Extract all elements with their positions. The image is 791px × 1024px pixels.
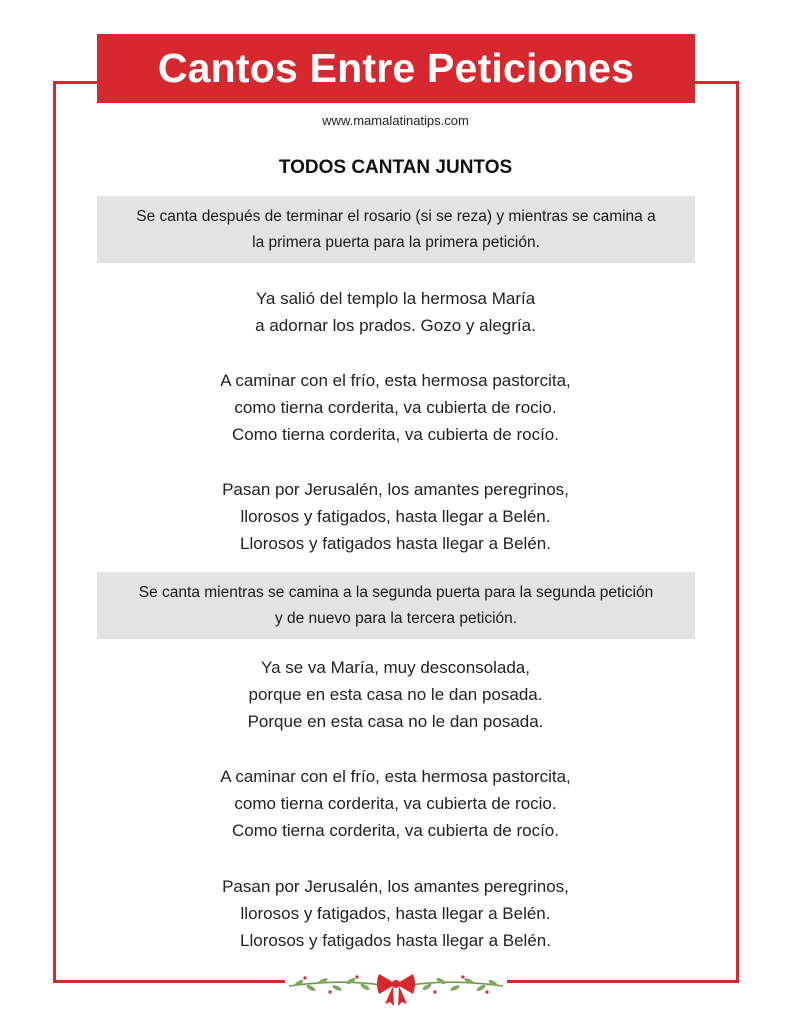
lyric-line: A caminar con el frío, esta hermosa pastorcita,: [220, 767, 571, 786]
lyric-line: Pasan por Jerusalén, los amantes peregrinos,: [222, 877, 569, 896]
note-line: Se canta mientras se camina a la segunda puerta para la segunda petición: [138, 583, 654, 601]
note-line: y de nuevo para la tercera petición.: [274, 609, 518, 627]
lyric-line: a adornar los prados. Gozo y alegría.: [255, 316, 536, 335]
page-title: Cantos Entre Peticiones: [157, 45, 635, 91]
instruction-note-2: [97, 572, 695, 639]
lyric-line: como tierna corderita, va cubierta de rocio.: [234, 794, 557, 813]
section-heading: TODOS CANTAN JUNTOS: [278, 157, 513, 178]
stanza-3: [0, 476, 791, 557]
lyric-line: Ya se va María, muy desconsolada,: [261, 658, 530, 677]
instruction-note-1: [97, 196, 695, 263]
lyric-line: porque en esta casa no le dan posada.: [248, 685, 543, 704]
lyric-line: llorosos y fatigados, hasta llegar a Belén.: [240, 904, 551, 923]
lyric-line: Llorosos y fatigados hasta llegar a Belén.: [240, 534, 551, 553]
lyric-line: Llorosos y fatigados hasta llegar a Belén.: [240, 931, 551, 950]
lyric-line: Como tierna corderita, va cubierta de rocío.: [232, 821, 559, 840]
stanza-2: [0, 367, 791, 448]
garland-with-red-bow-icon: [285, 962, 507, 1008]
note-line: la primera puerta para la primera petición.: [252, 233, 540, 251]
lyric-line: Como tierna corderita, va cubierta de rocío.: [232, 425, 559, 444]
lyric-line: Ya salió del templo la hermosa María: [255, 289, 536, 308]
lyric-line: llorosos y fatigados, hasta llegar a Belén.: [240, 507, 551, 526]
stanza-1: [0, 285, 791, 339]
website-url: www.mamalatinatips.com: [322, 113, 469, 128]
lyric-line: Porque en esta casa no le dan posada.: [247, 712, 544, 731]
title-banner: [97, 34, 695, 103]
lyric-line: A caminar con el frío, esta hermosa pastorcita,: [220, 371, 571, 390]
lyric-line: Pasan por Jerusalén, los amantes peregrinos,: [222, 480, 569, 499]
stanza-4: [0, 654, 791, 735]
note-line: Se canta después de terminar el rosario (si se reza) y mientras se camina a: [136, 207, 656, 225]
lyric-line: como tierna corderita, va cubierta de rocio.: [234, 398, 557, 417]
stanza-6: [0, 873, 791, 954]
stanza-5: [0, 763, 791, 844]
